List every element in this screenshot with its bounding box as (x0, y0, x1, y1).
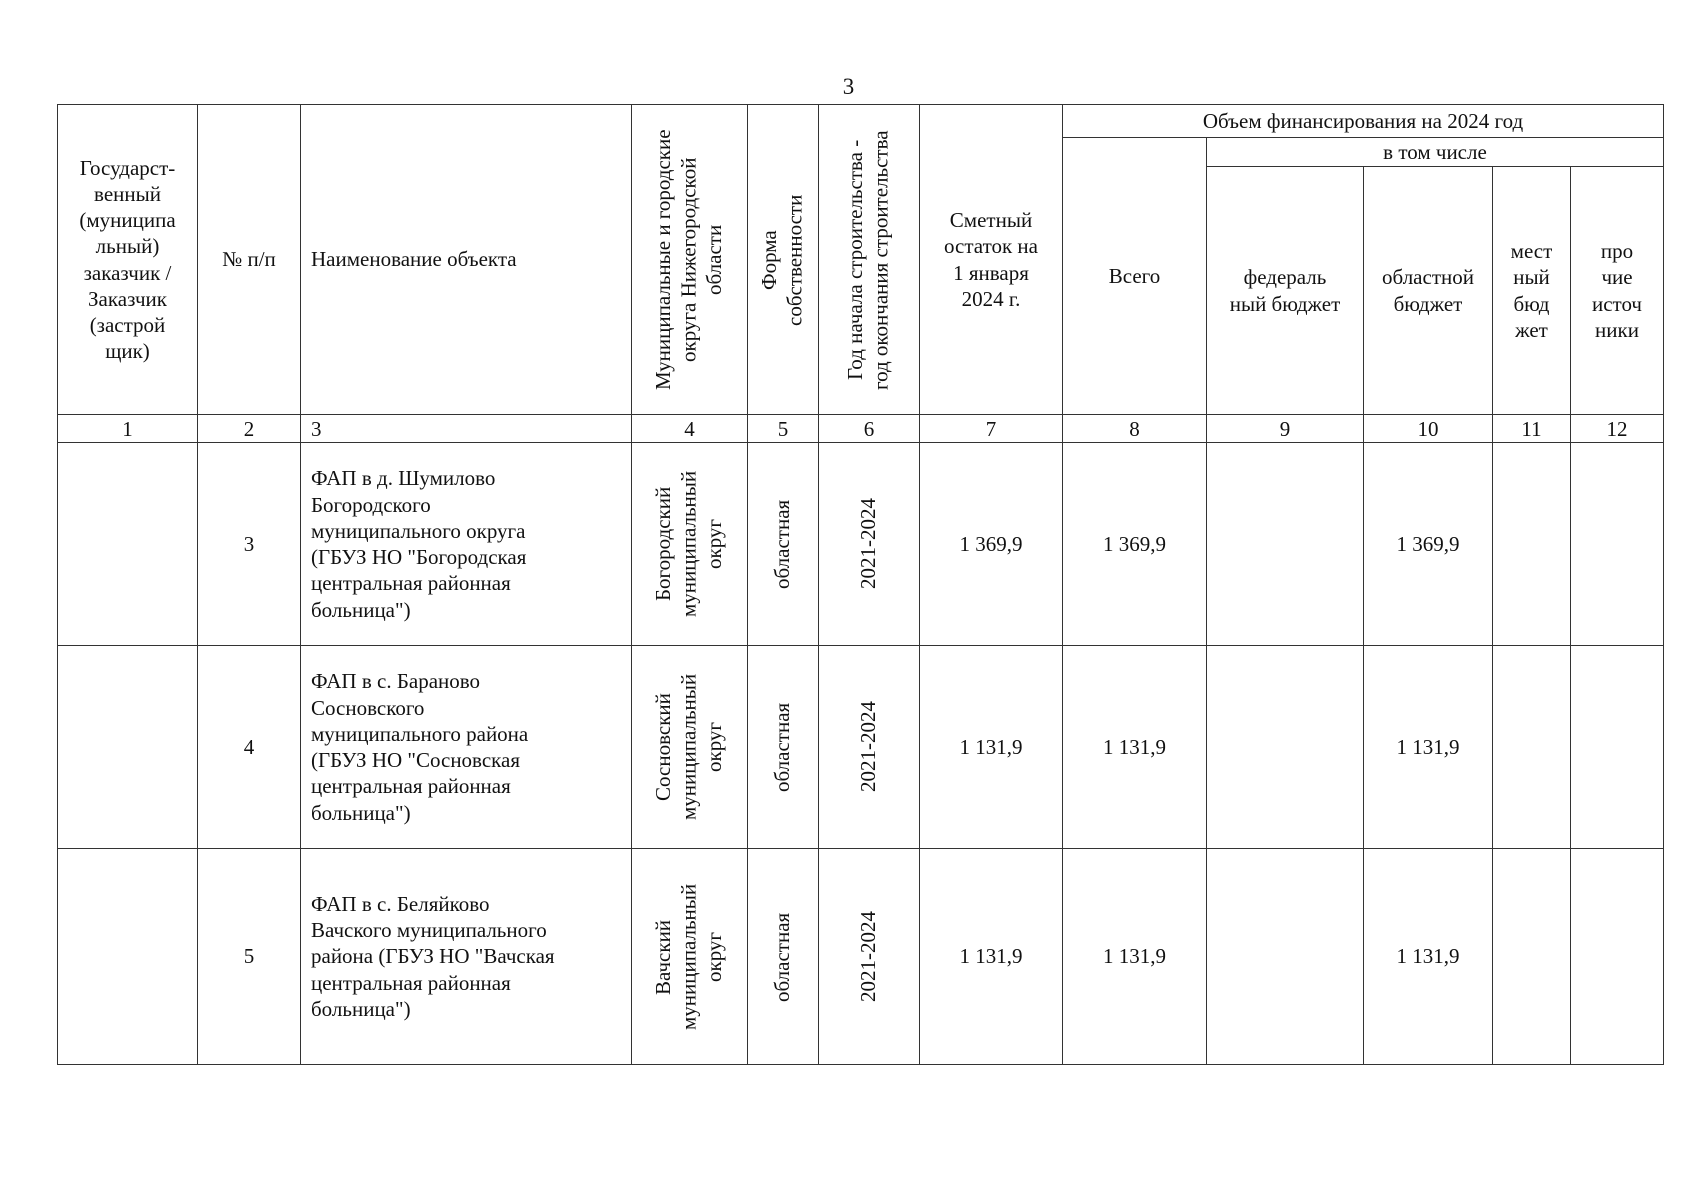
header-federal: федераль ный бюджет (1207, 167, 1364, 415)
header-ownership-wrap (748, 105, 818, 414)
row-ownership (748, 646, 819, 849)
row-ownership-text: областная (770, 702, 795, 792)
row-ownership-text: областная (770, 499, 795, 589)
header-including: в том числе (1207, 138, 1664, 167)
row-other (1571, 443, 1664, 646)
header-row-1 (58, 105, 1664, 138)
row-total: 1 369,9 (1063, 443, 1207, 646)
header-years-wrap (819, 105, 919, 414)
row-total: 1 131,9 (1063, 849, 1207, 1065)
row-district (632, 646, 748, 849)
header-other: про чие источ ники (1571, 167, 1664, 415)
column-number: 5 (748, 415, 819, 443)
row-remainder: 1 131,9 (920, 646, 1063, 849)
header-years (819, 105, 920, 415)
row-regional: 1 369,9 (1364, 443, 1493, 646)
row-years (819, 849, 920, 1065)
row-regional: 1 131,9 (1364, 849, 1493, 1065)
header-funding-group: Объем финансирования на 2024 год (1063, 105, 1664, 138)
header-ownership-text: Форма собственности (757, 193, 807, 326)
column-number: 1 (58, 415, 198, 443)
row-number: 5 (198, 849, 301, 1065)
row-years-text: 2021-2024 (856, 701, 881, 793)
header-districts-text: Муниципальные и городские округа Нижегородской области (651, 129, 727, 390)
row-local (1493, 849, 1571, 1065)
page-number: 3 (842, 74, 855, 99)
table-row (58, 443, 1664, 646)
header-customer: Государст- венный (муниципа льный) заказчик / Заказчик (застрой щик) (58, 105, 198, 415)
row-years (819, 646, 920, 849)
column-number: 4 (632, 415, 748, 443)
row-ownership-text: областная (770, 911, 795, 1002)
header-object-name: Наименование объекта (301, 105, 632, 415)
row-total: 1 131,9 (1063, 646, 1207, 849)
column-number: 6 (819, 415, 920, 443)
row-district-wrap (632, 849, 747, 1064)
header-regional: областной бюджет (1364, 167, 1493, 415)
row-other (1571, 646, 1664, 849)
financing-table (57, 104, 1664, 1065)
row-district-text: Богородский муниципальный округ (651, 470, 727, 618)
header-districts-wrap (632, 105, 747, 414)
column-number: 8 (1063, 415, 1207, 443)
row-years (819, 443, 920, 646)
row-customer (58, 443, 198, 646)
table-row (58, 849, 1664, 1065)
header-districts (632, 105, 748, 415)
row-years-wrap (819, 646, 919, 848)
row-ownership-wrap (748, 646, 818, 848)
header-number: № п/п (198, 105, 301, 415)
column-number: 9 (1207, 415, 1364, 443)
row-local (1493, 443, 1571, 646)
header-remainder: Сметный остаток на 1 января 2024 г. (920, 105, 1063, 415)
header-years-text: Год начала строительства - год окончания строительства (843, 129, 893, 390)
row-number: 3 (198, 443, 301, 646)
row-years-wrap (819, 443, 919, 645)
table-row (58, 646, 1664, 849)
row-federal (1207, 646, 1364, 849)
column-number: 2 (198, 415, 301, 443)
row-ownership (748, 849, 819, 1065)
row-local (1493, 646, 1571, 849)
row-regional: 1 131,9 (1364, 646, 1493, 849)
row-years-wrap (819, 849, 919, 1064)
row-remainder: 1 131,9 (920, 849, 1063, 1065)
row-object-name: ФАП в с. Беляйково Вачского муниципального района (ГБУЗ НО "Вачская центральная районная больница") (301, 849, 632, 1065)
row-object-name: ФАП в с. Бараново Сосновского муниципального района (ГБУЗ НО "Сосновская центральная районная больница") (301, 646, 632, 849)
row-district-text: Сосновский муниципальный округ (651, 673, 727, 821)
row-ownership-wrap (748, 443, 818, 645)
row-ownership (748, 443, 819, 646)
row-remainder: 1 369,9 (920, 443, 1063, 646)
header-ownership (748, 105, 819, 415)
row-federal (1207, 849, 1364, 1065)
row-district (632, 443, 748, 646)
column-number: 10 (1364, 415, 1493, 443)
column-numbers-row (58, 415, 1664, 443)
row-ownership-wrap (748, 849, 818, 1064)
row-federal (1207, 443, 1364, 646)
row-district-text: Вачский муниципальный округ (651, 883, 727, 1030)
row-other (1571, 849, 1664, 1065)
column-number: 3 (301, 415, 632, 443)
row-number: 4 (198, 646, 301, 849)
row-customer (58, 849, 198, 1065)
column-number: 7 (920, 415, 1063, 443)
row-customer (58, 646, 198, 849)
column-number: 11 (1493, 415, 1571, 443)
header-total: Всего (1063, 138, 1207, 415)
row-years-text: 2021-2024 (856, 911, 881, 1002)
row-district-wrap (632, 646, 747, 848)
row-years-text: 2021-2024 (856, 498, 881, 590)
header-local: мест ный бюд жет (1493, 167, 1571, 415)
row-district-wrap (632, 443, 747, 645)
row-district (632, 849, 748, 1065)
row-object-name: ФАП в д. Шумилово Богородского муниципального округа (ГБУЗ НО "Богородская центральная районная больница") (301, 443, 632, 646)
column-number: 12 (1571, 415, 1664, 443)
